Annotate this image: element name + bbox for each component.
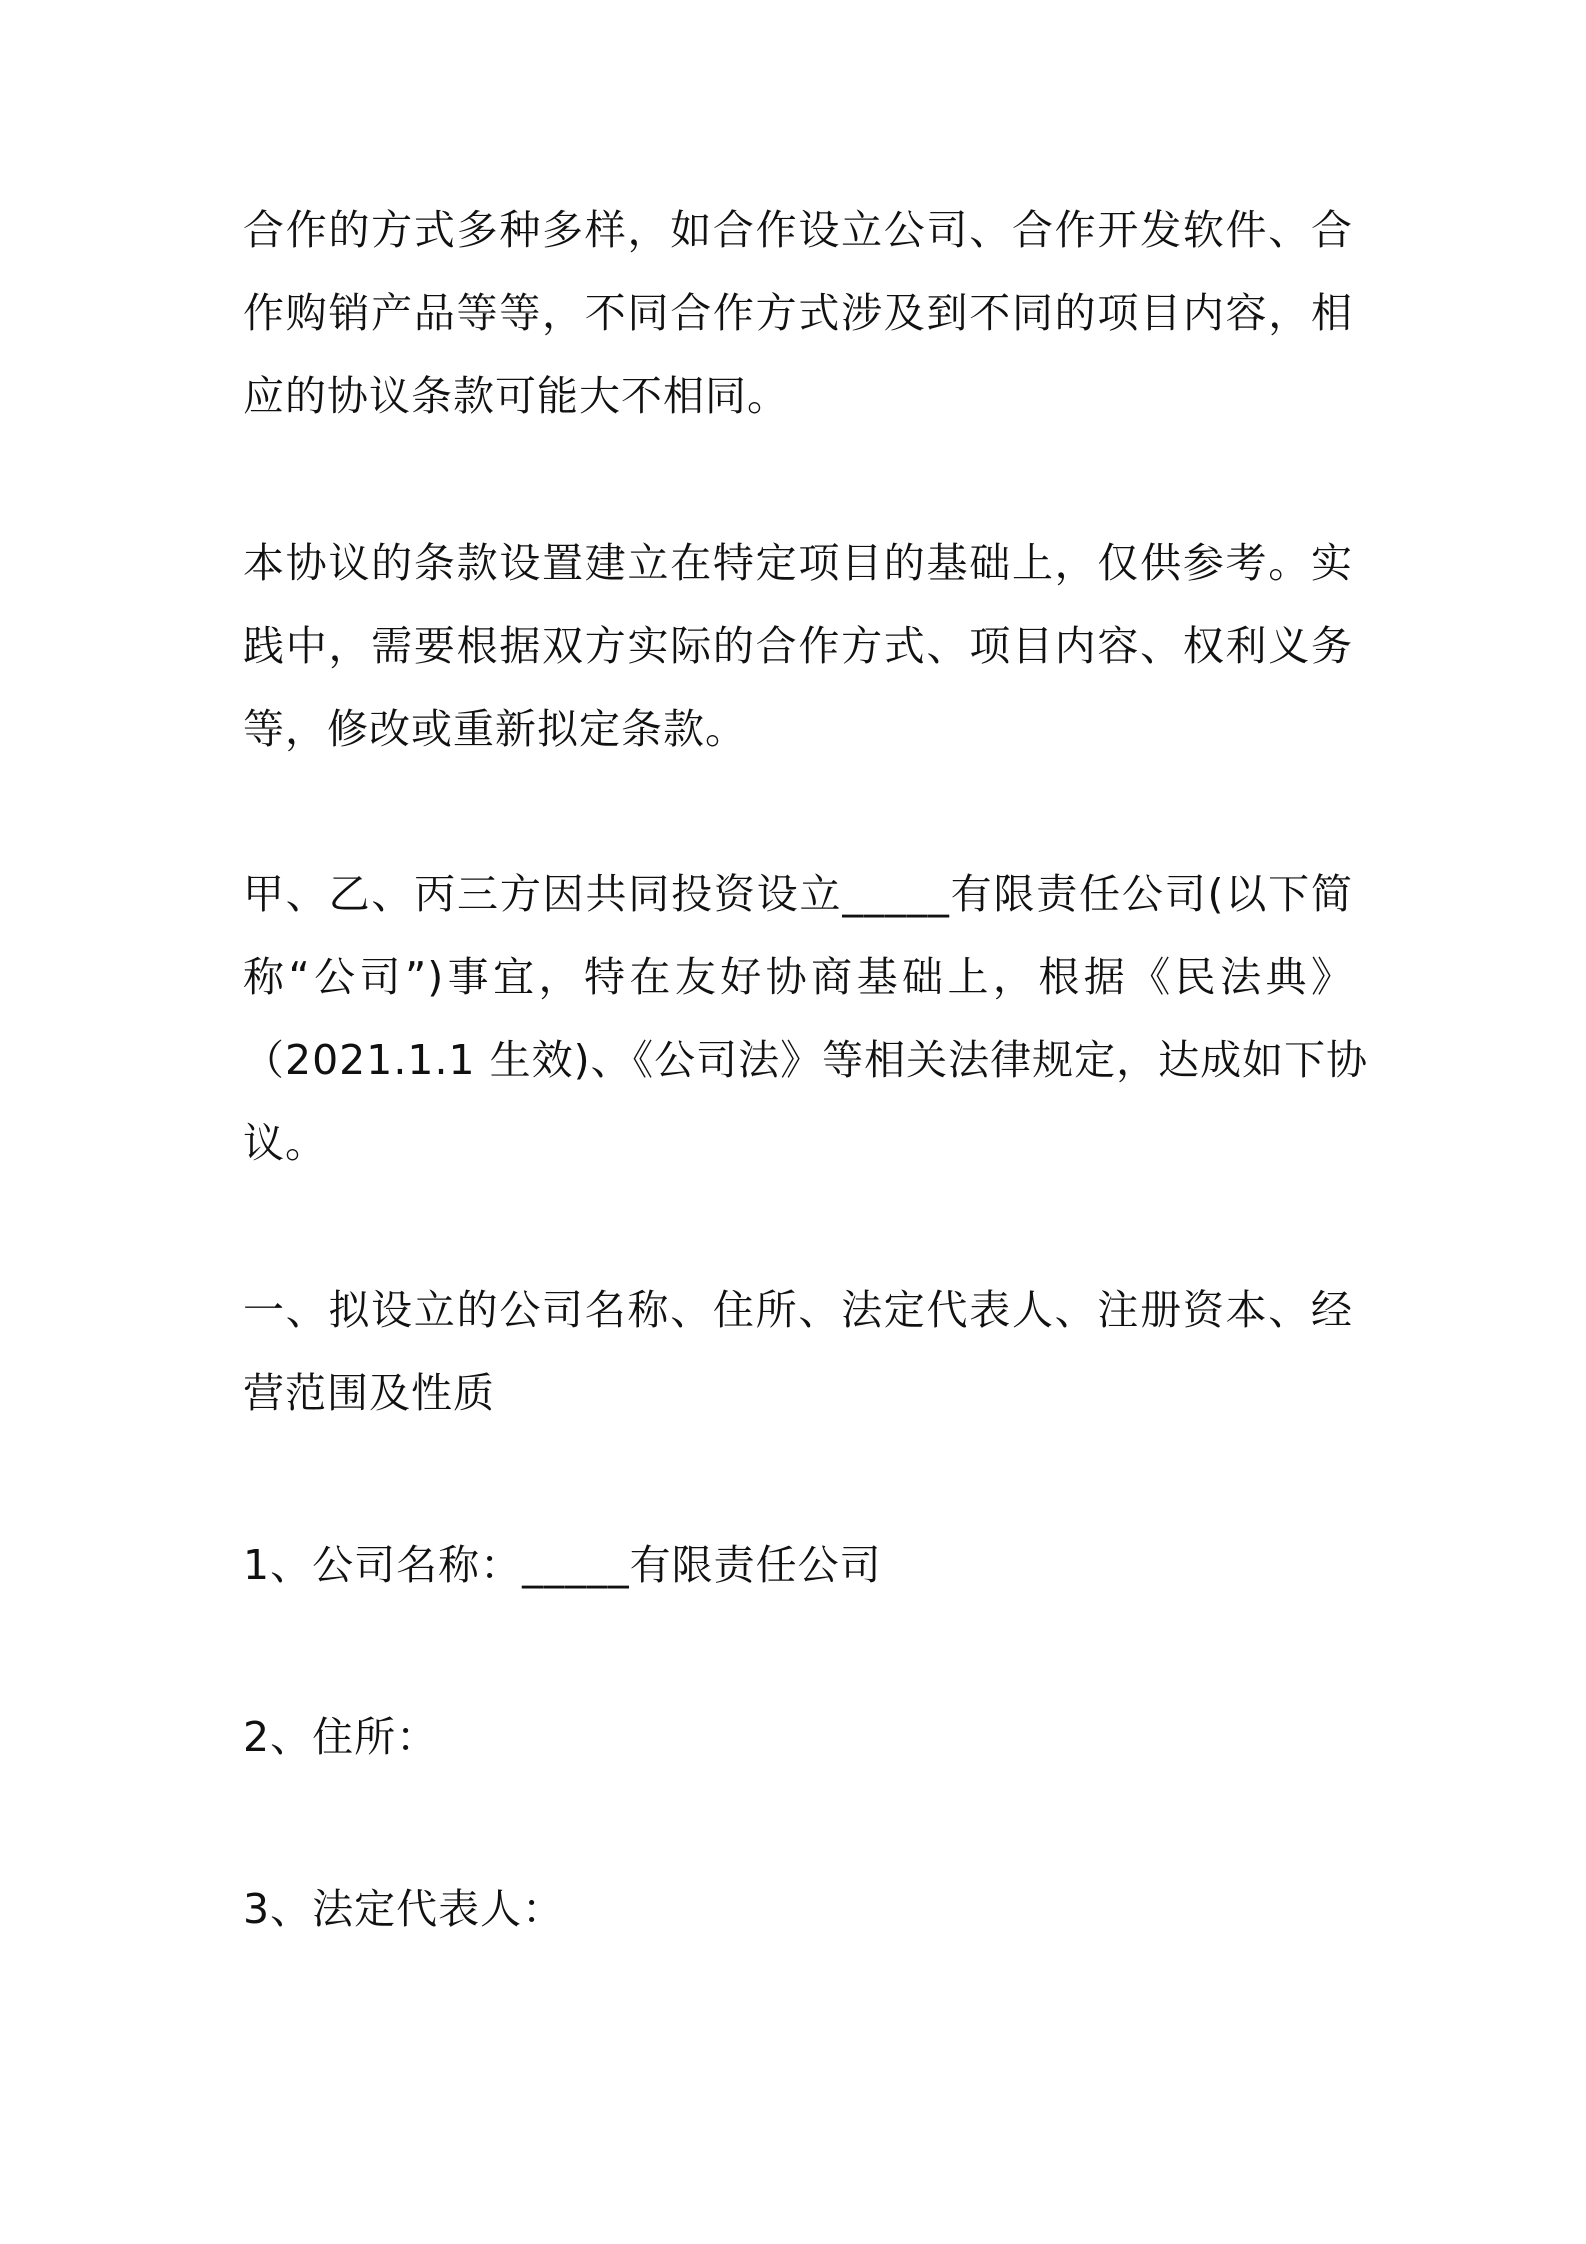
paragraph-3-line-3: （2021.1.1 生效)、《公司法》等相关法律规定，达成如下协 bbox=[243, 1036, 1369, 1084]
paragraph-2-line-2: 践中，需要根据双方实际的合作方式、项目内容、权利义务 bbox=[243, 622, 1353, 670]
item-legal-representative: 3、法定代表人： bbox=[243, 1885, 565, 1933]
section-1-heading-line-1: 一、拟设立的公司名称、住所、法定代表人、注册资本、经 bbox=[243, 1286, 1353, 1334]
item-address: 2、住所： bbox=[243, 1713, 439, 1761]
paragraph-1-line-3: 应的协议条款可能大不相同。 bbox=[243, 372, 789, 420]
paragraph-3-line-1: 甲、乙、丙三方因共同投资设立_____有限责任公司(以下简 bbox=[243, 870, 1353, 918]
paragraph-3-line-4: 议。 bbox=[243, 1119, 327, 1167]
paragraph-3-line-2: 称“公司”)事宜，特在友好协商基础上，根据《民法典》 bbox=[243, 953, 1353, 1001]
section-1-heading-line-2: 营范围及性质 bbox=[243, 1369, 495, 1417]
paragraph-2-line-1: 本协议的条款设置建立在特定项目的基础上，仅供参考。实 bbox=[243, 539, 1353, 587]
item-company-name: 1、公司名称：_____有限责任公司 bbox=[243, 1541, 882, 1589]
paragraph-2-line-3: 等，修改或重新拟定条款。 bbox=[243, 705, 747, 753]
paragraph-1-line-1: 合作的方式多种多样，如合作设立公司、合作开发软件、合 bbox=[243, 206, 1353, 254]
paragraph-1-line-2: 作购销产品等等，不同合作方式涉及到不同的项目内容，相 bbox=[243, 289, 1353, 337]
